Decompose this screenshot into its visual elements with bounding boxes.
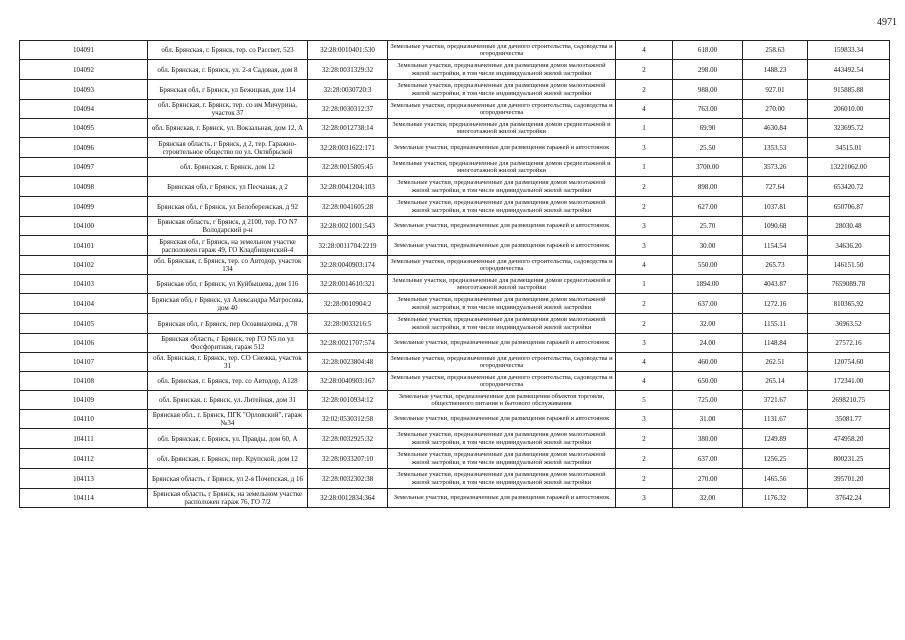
area-cell: 30.00 — [673, 236, 743, 256]
address-cell: обл. Брянская, г. Брянск, тер. со Автодор, участок 134 — [148, 256, 308, 275]
cadastral-number-cell: 32:28:0040903:167 — [308, 372, 388, 391]
land-use-cell: Земельные участки, предназначенные для размещения домов малоэтажной жилой застройки, в том числе индивидуальной жилой застройки — [388, 197, 616, 217]
group-cell: 2 — [616, 80, 673, 100]
cadastral-value-cell: 28030.48 — [808, 217, 890, 236]
area-cell: 298.00 — [673, 60, 743, 80]
parcel-number-cell: 104104 — [20, 294, 148, 314]
cadastral-value-cell: 800231.25 — [808, 449, 890, 469]
cadastral-number-cell: 32:28:0030720:3 — [308, 80, 388, 100]
table-row — [20, 60, 890, 80]
address-cell: Брянская обл., г. Брянск, ПГК "Орловский", гараж №34 — [148, 410, 308, 429]
group-cell: 2 — [616, 177, 673, 197]
cadastral-number-cell: 32:28:0032925:32 — [308, 429, 388, 449]
cadastral-number-cell: 32:28:0010934:12 — [308, 391, 388, 410]
address-cell: обл. Брянская, г. Брянск, тер. со им Мичурина, участок 37 — [148, 100, 308, 119]
area-cell: 32.00 — [673, 489, 743, 508]
area-cell: 550.00 — [673, 256, 743, 275]
address-cell: Брянская область, г Брянск, д 2, тер. Гаражно-строительное общество по ул. Октябрьской — [148, 138, 308, 158]
table-row — [20, 334, 890, 353]
address-cell: обл. Брянская, г. Брянск, дом 12 — [148, 158, 308, 177]
group-cell: 2 — [616, 429, 673, 449]
cadastral-number-cell: 32:28:0010401:530 — [308, 41, 388, 60]
specific-value-cell: 3573.26 — [743, 158, 808, 177]
cadastral-number-cell: 32:28:0011704:2219 — [308, 236, 388, 256]
table-row — [20, 353, 890, 372]
area-cell: 24.00 — [673, 334, 743, 353]
parcel-number-cell: 104107 — [20, 353, 148, 372]
land-use-cell: Земельные участки, предназначенные для размещения гаражей и автостоянок — [388, 217, 616, 236]
parcel-number-cell: 104103 — [20, 275, 148, 294]
parcel-number-cell: 104111 — [20, 429, 148, 449]
group-cell: 3 — [616, 138, 673, 158]
table-row — [20, 449, 890, 469]
address-cell: обл. Брянская, г. Брянск, ул. 2-я Садовая, дом 8 — [148, 60, 308, 80]
specific-value-cell: 258.63 — [743, 41, 808, 60]
area-cell: 618.00 — [673, 41, 743, 60]
area-cell: 988.00 — [673, 80, 743, 100]
parcel-number-cell: 104112 — [20, 449, 148, 469]
table-row — [20, 275, 890, 294]
cadastral-value-cell: 206010.00 — [808, 100, 890, 119]
cadastral-number-cell: 32:28:0023804:48 — [308, 353, 388, 372]
land-use-cell: Земельные участки, предназначенные для размещения гаражей и автостоянок — [388, 236, 616, 256]
parcel-number-cell: 104092 — [20, 60, 148, 80]
cadastral-value-cell: 146151.50 — [808, 256, 890, 275]
cadastral-number-cell: 32:02:0530312:58 — [308, 410, 388, 429]
area-cell: 270.00 — [673, 469, 743, 489]
cadastral-value-cell: 443492.54 — [808, 60, 890, 80]
cadastral-number-cell: 32:28:0031329:32 — [308, 60, 388, 80]
specific-value-cell: 1176.32 — [743, 489, 808, 508]
parcel-number-cell: 104108 — [20, 372, 148, 391]
cadastral-number-cell: 32:28:0040903:174 — [308, 256, 388, 275]
cadastral-value-cell: 650706.87 — [808, 197, 890, 217]
parcel-number-cell: 104094 — [20, 100, 148, 119]
land-use-cell: Земельные участки, предназначенные для дачного строительства, садоводства и огородничества — [388, 256, 616, 275]
parcel-number-cell: 104097 — [20, 158, 148, 177]
address-cell: Брянская область, г Брянск, ул 2-я Почепская, д 16 — [148, 469, 308, 489]
specific-value-cell: 1488.23 — [743, 60, 808, 80]
cadastral-number-cell: 32:28:0015805:45 — [308, 158, 388, 177]
cadastral-value-cell: 7659089.78 — [808, 275, 890, 294]
land-use-cell: Земельные участки, предназначенные для размещения домов малоэтажной жилой застройки, в том числе индивидуальной жилой застройки — [388, 294, 616, 314]
cadastral-value-cell: 35081.77 — [808, 410, 890, 429]
table-row — [20, 138, 890, 158]
specific-value-cell: 1465.56 — [743, 469, 808, 489]
cadastral-number-cell: 32:28:0012834:364 — [308, 489, 388, 508]
group-cell: 2 — [616, 294, 673, 314]
group-cell: 2 — [616, 449, 673, 469]
table-body — [20, 41, 890, 508]
parcel-number-cell: 104100 — [20, 217, 148, 236]
specific-value-cell: 727.64 — [743, 177, 808, 197]
area-cell: 725.00 — [673, 391, 743, 410]
address-cell: Брянская область, г Брянск, тер ГО N5 по ул Фосфоритная, гараж 512 — [148, 334, 308, 353]
cadastral-value-cell: 474958.20 — [808, 429, 890, 449]
area-cell: 637.00 — [673, 449, 743, 469]
area-cell: 1894.00 — [673, 275, 743, 294]
area-cell: 25.70 — [673, 217, 743, 236]
cadastral-value-cell: 2698210.75 — [808, 391, 890, 410]
parcel-number-cell: 104105 — [20, 314, 148, 334]
land-use-cell: Земельные участки, предназначенные для размещения домов малоэтажной жилой застройки, в том числе индивидуальной жилой застройки — [388, 60, 616, 80]
group-cell: 2 — [616, 469, 673, 489]
table-row — [20, 41, 890, 60]
land-use-cell: Земельные участки, предназначенные для размещения домов малоэтажной жилой застройки, в том числе индивидуальной жилой застройки — [388, 177, 616, 197]
cadastral-value-cell: 34515.01 — [808, 138, 890, 158]
table-row — [20, 177, 890, 197]
area-cell: 637.00 — [673, 294, 743, 314]
parcel-number-cell: 104096 — [20, 138, 148, 158]
group-cell: 4 — [616, 41, 673, 60]
specific-value-cell: 4630.84 — [743, 119, 808, 138]
group-cell: 2 — [616, 314, 673, 334]
land-use-cell: Земельные участки, предназначенные для дачного строительства, садоводства и огородничества — [388, 372, 616, 391]
area-cell: 31.00 — [673, 410, 743, 429]
group-cell: 5 — [616, 391, 673, 410]
land-use-cell: Земельные участки, предназначенные для дачного строительства, садоводства и огородничества — [388, 41, 616, 60]
table-row — [20, 158, 890, 177]
page-number: 4971 — [877, 17, 897, 28]
specific-value-cell: 1148.84 — [743, 334, 808, 353]
address-cell: Брянская обл, г Брянск, на земельном участке расположен гараж 49, ГО Кладбищенский-4 — [148, 236, 308, 256]
area-cell: 460.00 — [673, 353, 743, 372]
land-use-cell: Земельные участки, предназначенные для размещения домов малоэтажной жилой застройки, в том числе индивидуальной жилой застройки — [388, 429, 616, 449]
land-use-cell: Земельные участки, предназначенные для размещения домов малоэтажной жилой застройки, в том числе индивидуальной жилой застройки — [388, 80, 616, 100]
cadastral-value-cell: 915885.88 — [808, 80, 890, 100]
cadastral-number-cell: 32:28:0041605:28 — [308, 197, 388, 217]
cadastral-value-cell: 13221062.00 — [808, 158, 890, 177]
specific-value-cell: 3721.67 — [743, 391, 808, 410]
cadastral-number-cell: 32:28:0030312:37 — [308, 100, 388, 119]
cadastral-number-cell: 32:28:0033207:10 — [308, 449, 388, 469]
group-cell: 3 — [616, 410, 673, 429]
parcel-number-cell: 104099 — [20, 197, 148, 217]
group-cell: 4 — [616, 353, 673, 372]
group-cell: 4 — [616, 256, 673, 275]
address-cell: обл. Брянская, г. Брянск, ул. Вокзальная, дом 12, А — [148, 119, 308, 138]
group-cell: 3 — [616, 236, 673, 256]
specific-value-cell: 1155.11 — [743, 314, 808, 334]
specific-value-cell: 4043.87 — [743, 275, 808, 294]
cadastral-number-cell: 32:28:0031622:171 — [308, 138, 388, 158]
cadastral-number-cell: 32:28:0033216:5 — [308, 314, 388, 334]
land-use-cell: Земельные участки, предназначенные для дачного строительства, садоводства и огородничества — [388, 353, 616, 372]
land-use-cell: Земельные участки, предназначенные для размещения домов среднеэтажной и многоэтажной жилой застройки — [388, 275, 616, 294]
cadastral-value-cell: 27572.16 — [808, 334, 890, 353]
group-cell: 1 — [616, 158, 673, 177]
table-row — [20, 489, 890, 508]
table-row — [20, 100, 890, 119]
group-cell: 4 — [616, 372, 673, 391]
group-cell: 1 — [616, 275, 673, 294]
land-use-cell: Земельные участки, предназначенные для размещения гаражей и автостоянок — [388, 334, 616, 353]
cadastral-number-cell: 32:28:0012738:14 — [308, 119, 388, 138]
address-cell: Брянская обл, г Брянск, ул Куйбышева, дом 116 — [148, 275, 308, 294]
parcel-number-cell: 104109 — [20, 391, 148, 410]
land-use-cell: Земельные участки, предназначенные для размещения домов малоэтажной жилой застройки, в том числе индивидуальной жилой застройки — [388, 449, 616, 469]
group-cell: 2 — [616, 60, 673, 80]
address-cell: обл. Брянская, г. Брянск, ул. Правды, дом 60, А — [148, 429, 308, 449]
specific-value-cell: 927.01 — [743, 80, 808, 100]
group-cell: 3 — [616, 334, 673, 353]
land-use-cell: Земельные участки, предназначенные для размещения объектов торговли, общественного питания и бытового обслуживания — [388, 391, 616, 410]
specific-value-cell: 265.73 — [743, 256, 808, 275]
table-row — [20, 429, 890, 449]
cadastral-value-cell: 172341.00 — [808, 372, 890, 391]
parcel-number-cell: 104091 — [20, 41, 148, 60]
land-use-cell: Земельные участки, предназначенные для размещения домов малоэтажной жилой застройки, в том числе индивидуальной жилой застройки — [388, 314, 616, 334]
area-cell: 32.00 — [673, 314, 743, 334]
parcel-number-cell: 104101 — [20, 236, 148, 256]
address-cell: Брянская область, г Брянск, д 2100, тер. ГО N7 Володарский р-н — [148, 217, 308, 236]
land-use-cell: Земельные участки, предназначенные для размещения домов среднеэтажной и многоэтажной жилой застройки — [388, 158, 616, 177]
parcel-number-cell: 104093 — [20, 80, 148, 100]
specific-value-cell: 265.14 — [743, 372, 808, 391]
specific-value-cell: 1249.89 — [743, 429, 808, 449]
table-row — [20, 294, 890, 314]
parcel-number-cell: 104102 — [20, 256, 148, 275]
table-row — [20, 469, 890, 489]
parcel-number-cell: 104098 — [20, 177, 148, 197]
area-cell: 3700.00 — [673, 158, 743, 177]
cadastral-value-cell: 34636.20 — [808, 236, 890, 256]
cadastral-value-cell: 120754.60 — [808, 353, 890, 372]
land-use-cell: Земельные участки, предназначенные для дачного строительства, садоводства и огородничества — [388, 100, 616, 119]
group-cell: 1 — [616, 119, 673, 138]
area-cell: 69.90 — [673, 119, 743, 138]
cadastral-value-cell: 159833.34 — [808, 41, 890, 60]
area-cell: 627.00 — [673, 197, 743, 217]
specific-value-cell: 1272.16 — [743, 294, 808, 314]
parcel-number-cell: 104113 — [20, 469, 148, 489]
specific-value-cell: 1037.81 — [743, 197, 808, 217]
specific-value-cell: 270.00 — [743, 100, 808, 119]
area-cell: 763.00 — [673, 100, 743, 119]
parcel-number-cell: 104106 — [20, 334, 148, 353]
table-row — [20, 217, 890, 236]
specific-value-cell: 262.51 — [743, 353, 808, 372]
area-cell: 650.00 — [673, 372, 743, 391]
land-use-cell: Земельные участки, предназначенные для размещения домов малоэтажной жилой застройки, в том числе индивидуальной жилой застройки — [388, 469, 616, 489]
specific-value-cell: 1256.25 — [743, 449, 808, 469]
parcel-number-cell: 104114 — [20, 489, 148, 508]
cadastral-value-cell: 37642.24 — [808, 489, 890, 508]
cadastral-value-cell: 323695.72 — [808, 119, 890, 138]
group-cell: 4 — [616, 100, 673, 119]
table-row — [20, 197, 890, 217]
cadastral-value-cell: 36963.52 — [808, 314, 890, 334]
table-row — [20, 256, 890, 275]
cadastral-number-cell: 32:28:0021001:543 — [308, 217, 388, 236]
address-cell: обл. Брянская, г. Брянск, тер. со Автодор, А128 — [148, 372, 308, 391]
group-cell: 3 — [616, 489, 673, 508]
land-use-cell: Земельные участки, предназначенные для размещения гаражей и автостоянок — [388, 138, 616, 158]
cadastral-number-cell: 32:28:0014610:321 — [308, 275, 388, 294]
land-use-cell: Земельные участки, предназначенные для размещения гаражей и автостоянок — [388, 410, 616, 429]
land-use-cell: Земельные участки, предназначенные для размещения домов среднеэтажной и многоэтажной жилой застройки — [388, 119, 616, 138]
address-cell: обл. Брянская, г. Брянск, тер. со Рассвет, 523 — [148, 41, 308, 60]
address-cell: обл. Брянская, г. Брянск, ул. Литейная, дом 31 — [148, 391, 308, 410]
specific-value-cell: 1131.67 — [743, 410, 808, 429]
group-cell: 2 — [616, 197, 673, 217]
address-cell: обл. Брянская, г. Брянск, пер. Крупской, дом 12 — [148, 449, 308, 469]
area-cell: 25.50 — [673, 138, 743, 158]
table-row — [20, 119, 890, 138]
cadastral-number-cell: 32:28:0041204:103 — [308, 177, 388, 197]
land-use-cell: Земельные участки, предназначенные для размещения гаражей и автостоянок — [388, 489, 616, 508]
address-cell: Брянская обл, г Брянск, ул Бежицкая, дом 114 — [148, 80, 308, 100]
parcel-number-cell: 104110 — [20, 410, 148, 429]
specific-value-cell: 1154.54 — [743, 236, 808, 256]
cadastral-value-cell: 810365.92 — [808, 294, 890, 314]
cadastral-value-table — [19, 40, 890, 508]
address-cell: Брянская обл, г Брянск, ул Александра Матросова, дом 40 — [148, 294, 308, 314]
table-row — [20, 391, 890, 410]
address-cell: Брянская обл, г Брянск, ул Песчаная, д 2 — [148, 177, 308, 197]
table-row — [20, 314, 890, 334]
parcel-number-cell: 104095 — [20, 119, 148, 138]
cadastral-value-cell: 653420.72 — [808, 177, 890, 197]
cadastral-value-cell: 395701.20 — [808, 469, 890, 489]
specific-value-cell: 1090.68 — [743, 217, 808, 236]
address-cell: Брянская обл, г Брянск, пер Осоавиахима, д 78 — [148, 314, 308, 334]
cadastral-number-cell: 32:28:0021707:574 — [308, 334, 388, 353]
address-cell: Брянская область, г Брянск, на земельном участке расположен гараж 76, ГО 7/2 — [148, 489, 308, 508]
group-cell: 3 — [616, 217, 673, 236]
specific-value-cell: 1353.53 — [743, 138, 808, 158]
table-row — [20, 372, 890, 391]
table-row — [20, 236, 890, 256]
cadastral-number-cell: 32:28:0010904:2 — [308, 294, 388, 314]
address-cell: обл. Брянская, г. Брянск, тер. СО Снежка, участок 31 — [148, 353, 308, 372]
table-row — [20, 410, 890, 429]
address-cell: Брянская обл, г Брянск, ул Белобережская, д 92 — [148, 197, 308, 217]
cadastral-number-cell: 32:28:0032302:38 — [308, 469, 388, 489]
table-row — [20, 80, 890, 100]
area-cell: 898.00 — [673, 177, 743, 197]
area-cell: 380.00 — [673, 429, 743, 449]
